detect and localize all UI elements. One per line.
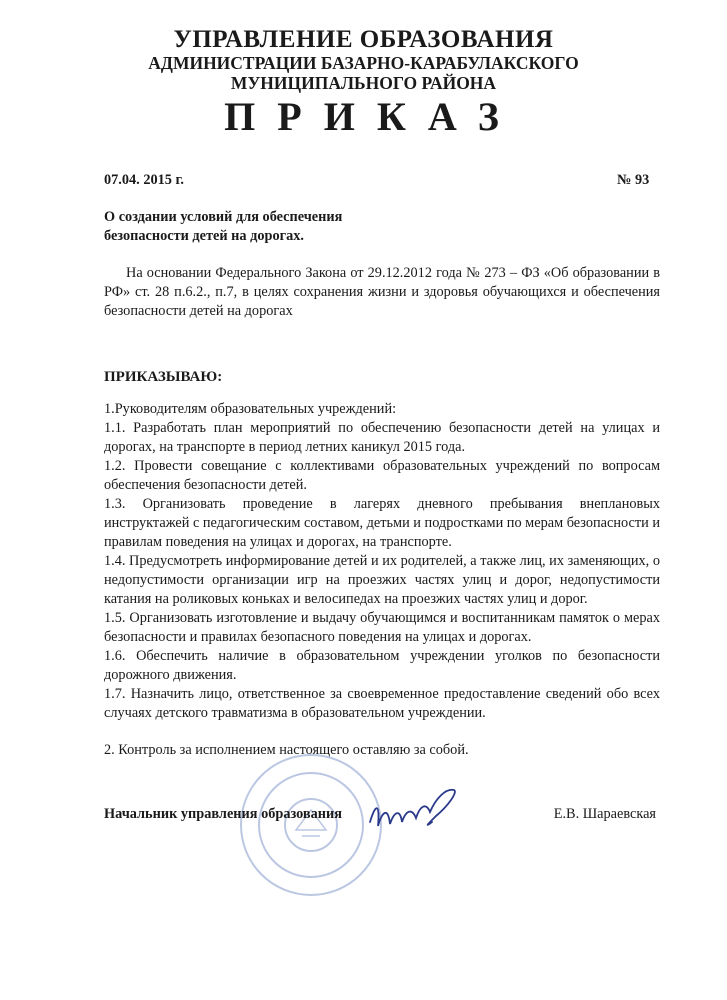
item-line: 1.4. Предусмотреть информирование детей и их родителей, а также лиц, их заменяющих, о: [104, 553, 660, 569]
item-line: 1.5. Организовать изготовление и выдачу обучающимся и воспитанникам памяток о мерах: [104, 610, 660, 626]
signatory-name: Е.В. Шараевская: [553, 806, 656, 822]
preamble: [104, 264, 660, 321]
item-line: безопасности и правилах безопасного поведения на улицах и дорогах.: [104, 629, 532, 645]
item-line: правилам поведения на улицах и дорогах, на транспорте.: [104, 534, 452, 550]
item-line: инструктажей с педагогическим составом, детьми и подростками по мерам безопасности и: [104, 515, 660, 531]
preamble-line: РФ» ст. 28 п.6.2., п.7, в целях сохранения жизни и здоровья обучающихся и обеспечения: [104, 284, 660, 300]
official-stamp: [236, 750, 386, 900]
item-line: 1.6. Обеспечить наличие в образовательном учреждении уголков по безопасности: [104, 648, 660, 664]
header-department: УПРАВЛЕНИЕ ОБРАЗОВАНИЯ: [173, 26, 554, 53]
order-date: 07.04. 2015 г.: [104, 172, 184, 188]
header-administration: АДМИНИСТРАЦИИ БАЗАРНО-КАРАБУЛАКСКОГО: [148, 53, 579, 73]
item-line: 1.1. Разработать план мероприятий по обеспечению безопасности детей на улицах и: [104, 420, 660, 436]
subject-line: безопасности детей на дорогах.: [104, 228, 304, 244]
item-line: катания на роликовых коньках и велосипедах на проезжих частях улиц и дорог.: [104, 591, 588, 607]
item-line: 1.3. Организовать проведение в лагерях дневного пребывания внеплановых: [104, 496, 660, 512]
item-line: 1.7. Назначить лицо, ответственное за своевременное предоставление сведений обо всех: [104, 686, 660, 702]
item-line: 1.2. Провести совещание с коллективами образовательных учреждений по вопросам: [104, 458, 660, 474]
order-items: [104, 400, 660, 723]
order-number: № 93: [617, 172, 650, 188]
preamble-line: безопасности детей на дорогах: [104, 303, 293, 319]
signatory-position: Начальник управления образования: [104, 806, 342, 822]
control-clause: 2. Контроль за исполнением настоящего оставляю за собой.: [104, 742, 469, 758]
item-line: дорогах, на транспорте в период летних каникул 2015 года.: [104, 439, 466, 455]
order-keyword: ПРИКАЗЫВАЮ:: [104, 369, 223, 385]
header-district: МУНИЦИПАЛЬНОГО РАЙОНА: [230, 73, 497, 93]
preamble-line: На основании Федерального Закона от 29.12.2012 года № 273 – ФЗ «Об образовании в: [126, 265, 660, 281]
item-line: 1.Руководителям образовательных учреждений:: [104, 401, 397, 417]
item-line: обеспечения безопасности детей.: [104, 477, 307, 493]
item-line: случаях детского травматизма в образовательном учреждении.: [104, 705, 486, 721]
handwritten-signature: [366, 782, 466, 842]
document-type-title: ПРИКАЗ: [224, 94, 521, 139]
item-line: недопустимости организации игр на проезжих частях улиц и дорог, недопустимости: [104, 572, 660, 588]
order-subject: [104, 208, 342, 246]
subject-line: О создании условий для обеспечения: [104, 209, 343, 225]
item-line: дорожного движения.: [104, 667, 237, 683]
